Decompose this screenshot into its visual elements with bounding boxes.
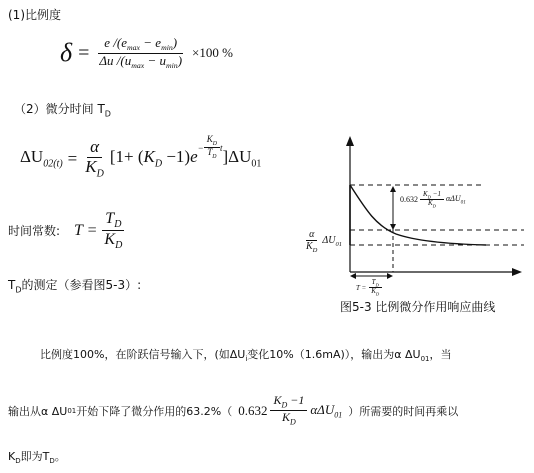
section-1-title: (1)比例度	[8, 8, 61, 22]
annotation-t: T = $\frac{T_D}{K_D}$	[356, 279, 382, 297]
paragraph-line-2: 输出从α ΔU 01 开始下降了微分作用的63.2%（ 0.632 $\frac{K_D -1}{K_D}$ αΔU$_{01}$ ）所需要的时间再乘以	[8, 393, 459, 427]
time-constant-label: 时间常数:	[8, 224, 61, 238]
paragraph-line-3: $K_D$即为$T_D$。	[8, 450, 66, 466]
delta-symbol: δ	[60, 38, 73, 68]
inline-formula-632: 0.632 $\frac{K_D -1}{K_D}$ αΔU$_{01}$	[238, 393, 343, 427]
td-measure-label: $T_D$的测定（参看图5-3）:	[8, 278, 142, 295]
response-curve-figure	[296, 130, 526, 300]
section-2-title: （2）微分时间 $T_D$	[14, 102, 111, 119]
formula-1-fraction: $\frac{e /(e_{max} - e_{min})}{\Delta u /(u_{max} - u_{min})}$	[99, 35, 183, 70]
formula-pd-response: $\Delta U_{02(t)}$ = $\frac{\alpha}{K_D}$ [$1+ (K_D -1)e$ − $\frac{K_D}{T_D}$ t ]$\Delta U_{01}$	[20, 133, 262, 180]
formula-time-constant: T = $\frac{T_D}{K_D}$	[74, 210, 125, 251]
y-axis-arrow	[346, 136, 354, 146]
annotation-left-level: $\frac{\alpha}{K_D}$ $\Delta U_{01}$	[306, 229, 342, 254]
figure-caption: 图5-3 比例微分作用响应曲线	[340, 300, 496, 314]
annotation-632: 0.632 $\frac{K_D -1}{K_D}$ αΔU$_{01}$	[400, 190, 466, 209]
formula-1-percent: ×100 %	[192, 45, 233, 61]
formula-proportional-band: δ = $\frac{e /(e_{max} - e_{min})}{\Delta u /(u_{max} - u_{min})}$ ×100 %	[60, 35, 233, 70]
paragraph-line-1: 比例度100%，在阶跃信号输入下，(如$\Delta U_i$变化10%（1.6mA)），输出为α $\Delta U_{01}$，当	[40, 348, 452, 364]
x-axis-arrow	[512, 268, 522, 276]
